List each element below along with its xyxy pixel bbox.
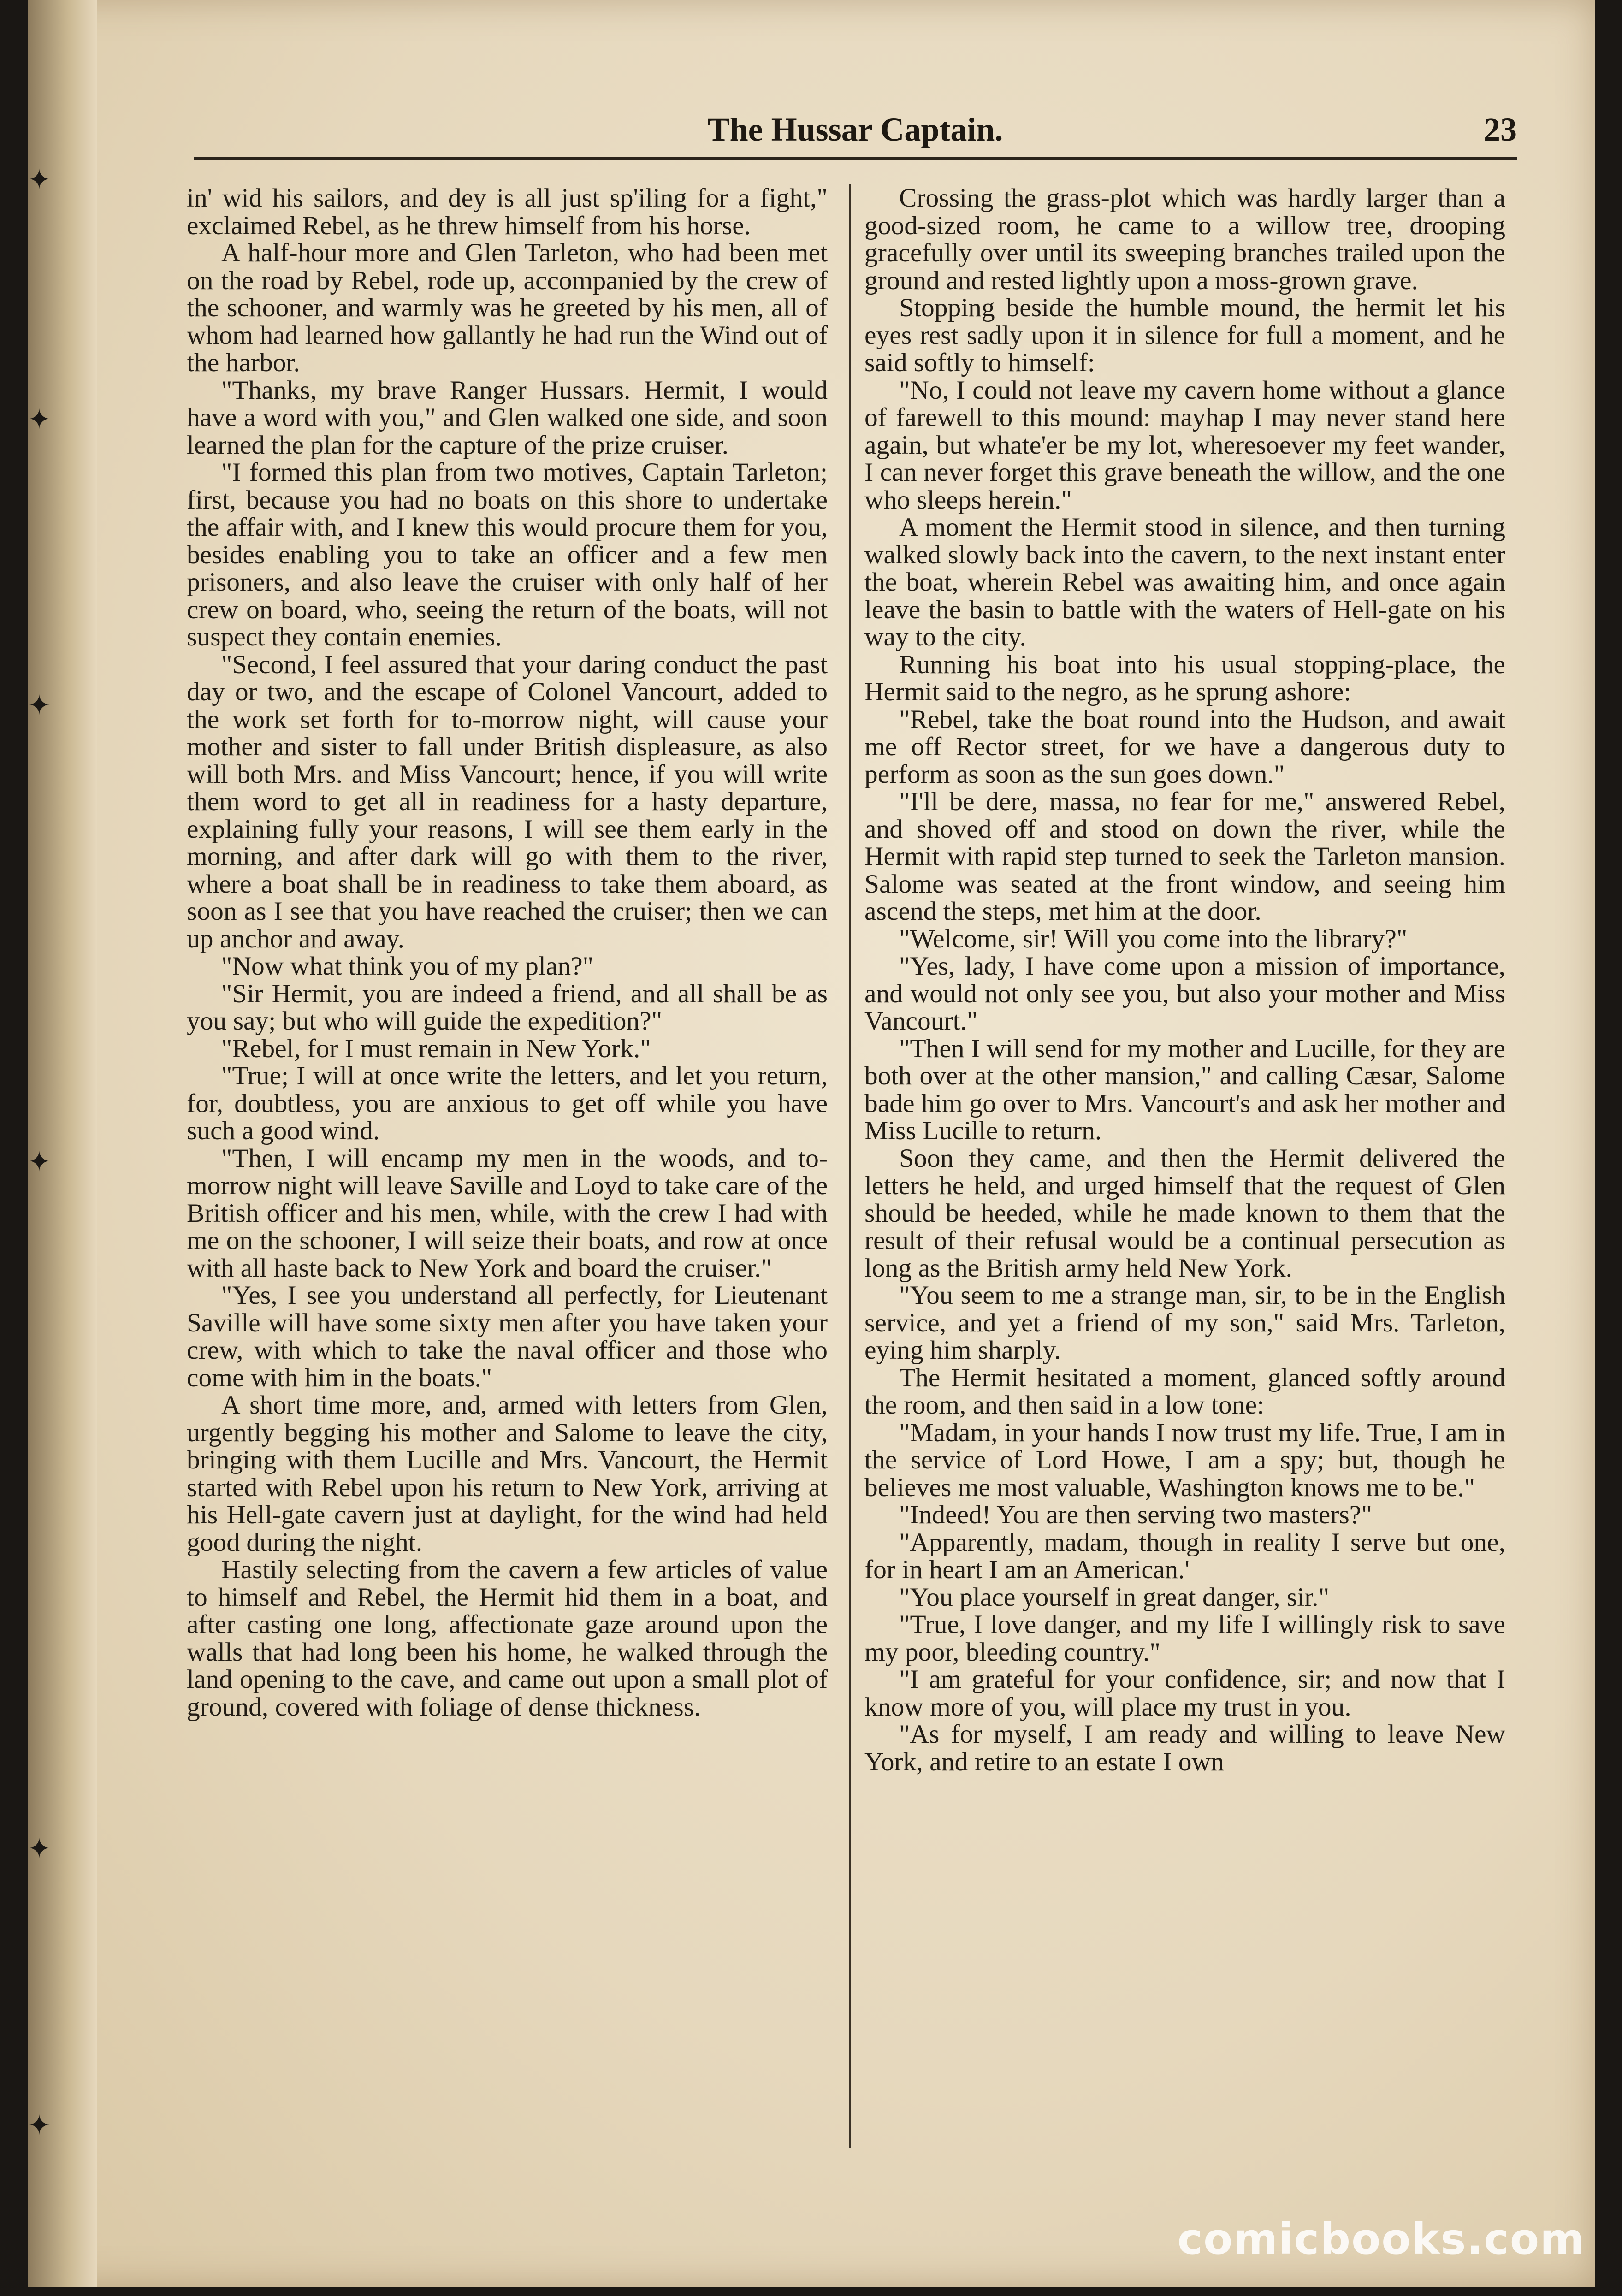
paragraph: "Welcome, sir! Will you come into the library?" [899, 924, 1408, 953]
paragraph: "Then, I will encamp my men in the woods, and to-morrow night will leave Saville and Loyd to take care of the British officer and his men, while, with the crew I had with me on the schooner, I will seize their boats, and row at once with all haste back to New York and board the cruiser." [187, 1143, 828, 1283]
paragraph: "Rebel, take the boat round into the Hudson, and await me off Rector street, for we have a dangerous duty to perform as soon as the sun goes down." [864, 704, 1505, 789]
paragraph: "Then I will send for my mother and Lucille, for they are both over at the other mansion," and calling Cæsar, Salome bade him go over to Mrs. Vancourt's and ask her mother and Miss Lucille to return. [864, 1034, 1505, 1145]
paragraph: "As for myself, I am ready and willing to leave New York, and retire to an estate I own [864, 1720, 1505, 1776]
paragraph: "Apparently, madam, though in reality I serve but one, for in heart I am an American.' [864, 1527, 1505, 1584]
paragraph: "Now what think you of my plan?" [221, 952, 594, 981]
page-header [194, 106, 1517, 160]
column-divider [849, 184, 851, 2148]
paragraph: Crossing the grass-plot which was hardly larger than a good-sized room, he came to a willow tree, drooping gracefully over until its sweeping branches trailed upon the ground and rested lightly upon a moss-grown grave. [864, 184, 1505, 295]
paragraph: The Hermit hesitated a moment, glanced softly around the room, and then said in a low tone: [864, 1363, 1505, 1420]
page-spine [28, 0, 97, 2287]
text-column-left [187, 184, 828, 2144]
paragraph: Running his boat into his usual stopping-place, the Hermit said to the negro, as he sprung ashore: [864, 650, 1505, 706]
paragraph: "Rebel, for I must remain in New York." [221, 1034, 651, 1063]
paragraph: "Madam, in your hands I now trust my life. True, I am in the service of Lord Howe, I am a spy; but, though he believes me most valuable, Washington knows me to be." [864, 1418, 1505, 1502]
binding-hole-icon: ✦ [28, 1146, 51, 1178]
paragraph: "Indeed! You are then serving two masters?" [899, 1500, 1372, 1529]
paragraph: "True, I love danger, and my life I willingly risk to save my poor, bleeding country." [864, 1610, 1505, 1667]
paragraph: "I'll be dere, massa, no fear for me," answered Rebel, and shoved off and stood on down the river, while the Hermit with rapid step turned to seek the Tarleton mansion. Salome was seated at the front window, and seeing him ascend the steps, met him at the door. [864, 787, 1505, 926]
paragraph: Soon they came, and then the Hermit delivered the letters he held, and urged himself that the request of Glen should be heeded, while he made known to them that the result of their refusal would be a continual persecution as long as the British army held New York. [864, 1143, 1505, 1283]
binding-hole-icon: ✦ [28, 689, 51, 722]
paragraph: "No, I could not leave my cavern home without a glance of farewell to this mound: mayhap I may never stand here again, but whate'er be my lot, wheresoever my feet wander, I can never forget this grave beneath the willow, and the one who sleeps herein." [864, 375, 1505, 515]
paragraph: "Thanks, my brave Ranger Hussars. Hermit, I would have a word with you," and Glen walked one side, and soon learned the plan for the capture of the prize cruiser. [187, 375, 828, 460]
paragraph: "Yes, I see you understand all perfectly, for Lieutenant Saville will have some sixty men after you have taken your crew, with which to take the naval officer and those who come with him in the boats." [187, 1281, 828, 1392]
paragraph: Stopping beside the humble mound, the hermit let his eyes rest sadly upon it in silence for full a moment, and he said softly to himself: [864, 293, 1505, 377]
paragraph: "Sir Hermit, you are indeed a friend, and all shall be as you say; but who will guide the expedition?" [187, 979, 828, 1036]
running-title: The Hussar Captain. [707, 111, 1003, 148]
page-number: 23 [1484, 111, 1517, 148]
paragraph: A short time more, and, armed with letters from Glen, urgently begging his mother and Salome to leave the city, bringing with them Lucille and Mrs. Vancourt, the Hermit started with Rebel upon his return to New York, arriving at his Hell-gate cavern just at daylight, for the wind had held good during the night. [187, 1391, 828, 1557]
paragraph: "You place yourself in great danger, sir." [899, 1582, 1330, 1612]
paragraph: "You seem to me a strange man, sir, to be in the English service, and yet a friend of my son," said Mrs. Tarleton, eying him sharply. [864, 1281, 1505, 1365]
paragraph: "Yes, lady, I have come upon a mission of importance, and would not only see you, but also your mother and Miss Vancourt." [864, 952, 1505, 1036]
paragraph: "I am grateful for your confidence, sir; and now that I know more of you, will place my trust in you. [864, 1665, 1505, 1722]
paragraph: A half-hour more and Glen Tarleton, who had been met on the road by Rebel, rode up, accompanied by the crew of the schooner, and warmly was he greeted by his men, all of whom had learned how gallantly he had run the Wind out of the harbor. [187, 238, 828, 377]
paragraph: in' wid his sailors, and dey is all just sp'iling for a fight," exclaimed Rebel, as he threw himself from his horse. [187, 184, 828, 240]
paragraph: "True; I will at once write the letters, and let you return, for, doubtless, you are anxious to get off while you have such a good wind. [187, 1061, 828, 1145]
watermark: comicbooks.com [1177, 2214, 1585, 2264]
binding-hole-icon: ✦ [28, 1833, 51, 1865]
binding-hole-icon: ✦ [28, 403, 51, 436]
text-column-right [864, 184, 1505, 2144]
paragraph: A moment the Hermit stood in silence, and then turning walked slowly back into the cavern, to the next instant enter the boat, wherein Rebel was awaiting him, and once again leave the basin to battle with the waters of Hell-gate on his way to the city. [864, 513, 1505, 651]
paragraph: Hastily selecting from the cavern a few articles of value to himself and Rebel, the Hermit hid them in a boat, and after casting one long, affectionate gaze around upon the walls that had long been his home, he walked through the land opening to the cave, and came out upon a small plot of ground, covered with foliage of dense thickness. [187, 1555, 828, 1722]
paragraph: "Second, I feel assured that your daring conduct the past day or two, and the escape of Colonel Vancourt, added to the work set forth for to-morrow night, will cause your mother and sister to fall under British displeasure, as also will both Mrs. and Miss Vancourt; hence, if you will write them word to get all in readiness for a hasty departure, explaining fully your reasons, I will see them early in the morning, and after dark will go with them to the river, where a boat shall be in readiness to take them aboard, as soon as I see that you have reached the cruiser; then we can up anchor and away. [187, 650, 828, 953]
binding-hole-icon: ✦ [28, 2109, 51, 2142]
binding-hole-icon: ✦ [28, 164, 51, 196]
paragraph: "I formed this plan from two motives, Captain Tarleton; first, because you had no boats on this shore to undertake the affair with, and I knew this would procure them for you, besides enabling you to take an officer and a few men prisoners, and also leave the cruiser with only half of her crew on board, who, seeing the return of the boats, will not suspect they contain enemies. [187, 458, 828, 651]
book-page [28, 0, 1595, 2287]
